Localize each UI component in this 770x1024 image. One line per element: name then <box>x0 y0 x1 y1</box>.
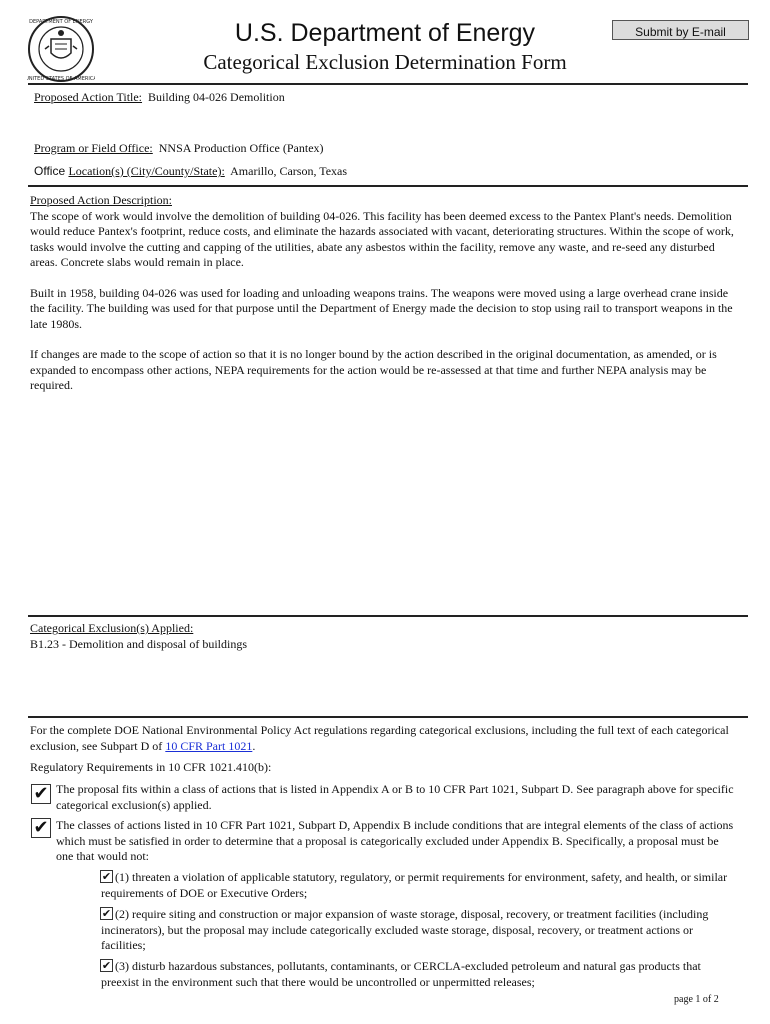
regulations-intro-text: For the complete DOE National Environmental Policy Act regulations regarding categorical exclusions, including the full text of each categorical exclusion, see Subpart D of <box>30 723 729 753</box>
action-title-field[interactable]: Building 04-026 Demolition <box>148 90 285 104</box>
regulations-intro-end: . <box>252 738 256 753</box>
submit-by-email-button[interactable]: Submit by E-mail <box>612 20 749 40</box>
requirement-1-checkbox[interactable]: ✔ <box>31 784 51 804</box>
program-office-field[interactable]: NNSA Production Office (Pantex) <box>158 141 324 155</box>
condition-1-text: (1) threaten a violation of applicable statutory, regulatory, or permit requirements for environment, safety, and health, or similar requirements of DOE or Executive Orders; <box>101 870 728 900</box>
program-office-row <box>34 141 324 156</box>
description-paragraph-1[interactable]: The scope of work would involve the demolition of building 04-026. This facility has been deemed excess to the Pantex Plant's needs. Demolition would reduce Pantex's footprint, reduce costs, and eliminate the hazards associated with vacant, deteriorating structures. Within the scope of work, tasks would involve the cutting and capping of the utilities, abate any asbestos within the facility, remove any waste, and re-seed any disturbed areas. Concrete slabs would remain in place. <box>30 208 734 269</box>
regulations-intro <box>30 723 742 754</box>
location-label: Location(s) (City/County/State): <box>68 164 225 178</box>
exclusions-field[interactable]: B1.23 - Demolition and disposal of buildings <box>30 636 247 651</box>
condition-3-text: (3) disturb hazardous substances, pollutants, contaminants, or CERCLA-excluded petroleum and natural gas products that preexist in the environment such that there would be uncontrolled or unpermitted releases; <box>101 959 701 989</box>
condition-1-checkbox[interactable]: ✔ <box>101 870 112 883</box>
exclusions-section <box>30 621 742 652</box>
page-number: page 1 of 2 <box>674 994 719 1005</box>
description-label: Proposed Action Description: <box>30 193 172 207</box>
doe-seal-logo <box>27 15 95 83</box>
requirement-2-checkbox[interactable]: ✔ <box>31 818 51 838</box>
exclusions-divider <box>28 716 748 718</box>
location-row <box>34 164 347 179</box>
description-paragraph-2[interactable]: Built in 1958, building 04-026 was used for loading and unloading weapons trains. The weapons were moved using a large overhead crane inside the facility. The building was used for that purpose until the Department of Energy made the decision to stop using rail to transport weapons in the late 1980s. <box>30 285 733 331</box>
condition-2-checkbox[interactable]: ✔ <box>101 907 112 920</box>
cfr-link[interactable]: 10 CFR Part 1021 <box>165 738 253 753</box>
action-title-label: Proposed Action Title: <box>34 90 143 104</box>
location-field[interactable]: Amarillo, Carson, Texas <box>230 164 348 178</box>
exclusions-label: Categorical Exclusion(s) Applied: <box>30 621 194 635</box>
proposed-action-title-row <box>34 90 285 105</box>
svg-text:UNITED STATES OF AMERICA: UNITED STATES OF AMERICA <box>27 76 95 82</box>
requirement-1-text: The proposal fits within a class of actions that is listed in Appendix A or B to 10 CFR Part 1021, Subpart D. See paragraph above for specific categorical exclusion(s) applied. <box>56 782 734 812</box>
page-subtitle: Categorical Exclusion Determination Form <box>203 50 567 74</box>
requirement-2-text: The classes of actions listed in 10 CFR Part 1021, Subpart D, Appendix B include conditions that are integral elements of the class of actions which must be satisfied in order to determine that a proposal is categorically excluded under Appendix B. Specifically, a proposal must be one that would not: <box>56 818 734 863</box>
condition-2-text: (2) require siting and construction or major expansion of waste storage, disposal, recovery, or treatment facilities (including incinerators), but the proposal may include categorically excluded waste storage, disposal, recovery, or treatment actions or facilities; <box>101 907 709 952</box>
header-divider <box>28 83 748 85</box>
program-office-label: Program or Field Office: <box>34 141 153 155</box>
svg-text:DEPARTMENT OF ENERGY: DEPARTMENT OF ENERGY <box>29 19 93 25</box>
description-section <box>30 193 742 394</box>
fields-divider <box>28 185 748 187</box>
regulatory-requirements-heading: Regulatory Requirements in 10 CFR 1021.410(b): <box>30 760 272 774</box>
description-divider <box>28 615 748 617</box>
location-label-prefix: Office <box>34 164 69 178</box>
condition-3-checkbox[interactable]: ✔ <box>101 959 112 972</box>
description-paragraph-3[interactable]: If changes are made to the scope of action so that it is no longer bound by the action described in the original documentation, as amended, or is expanded to encompass other actions, NEPA requirements for the action would be re-assessed at that time and further NEPA analysis may be required. <box>30 347 717 392</box>
page-title: U.S. Department of Energy <box>234 19 536 47</box>
